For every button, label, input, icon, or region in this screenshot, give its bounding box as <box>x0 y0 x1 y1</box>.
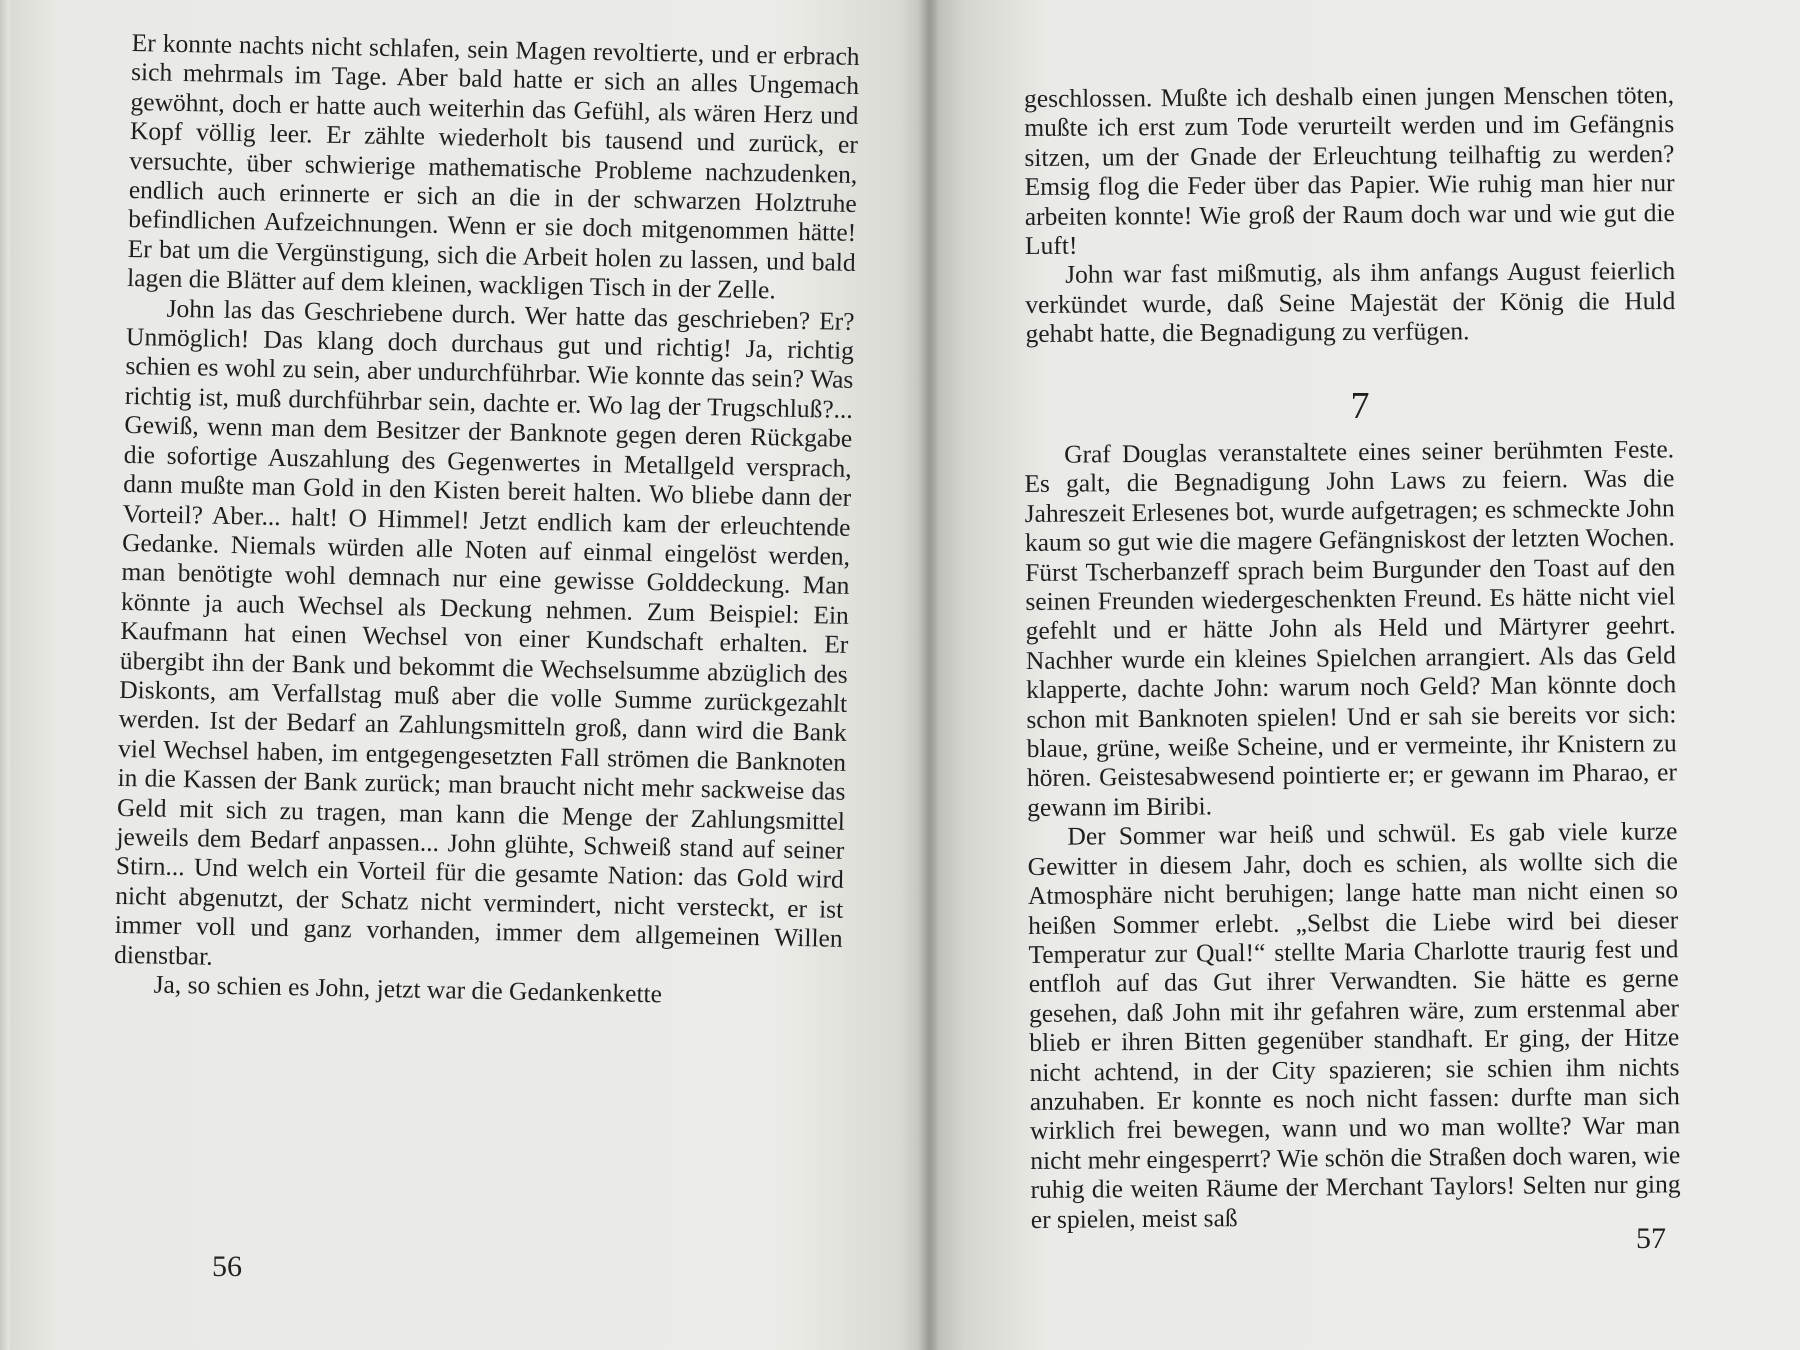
page-number-right: 57 <box>1636 1222 1666 1255</box>
book-gutter <box>918 0 940 1350</box>
right-page-text-top <box>1024 80 1676 349</box>
paragraph: Der Sommer war heiß und schwül. Es gab viele kurze Gewitter in diesem Jahr, doch es schien, als wollte sich die Atmosphäre nicht beruhigen; lange hatte man nicht einen so heißen Sommer erlebt. „Selbst die Liebe wird bei dieser Temperatur zur Qual!“ stellte Maria Charlotte traurig fest und entfloh auf das Gut ihrer Verwandten. Sie hätte es gerne gesehen, daß John mit ihr gefahren wäre, zum erstenmal aber blieb er ihren Bitten gegenüber standhaft. Er ging, der Hitze nicht achtend, in der City spazieren; sie schien ihm nichts anzuhaben. Er konnte es noch nicht fassen: durfte man sich wirklich frei bewegen, wann und wo man wollte? War man nicht mehr eingesperrt? Wie schön die Straßen doch waren, wie ruhig die weiten Räume der Merchant Taylors! Selten nur ging er spielen, meist saß <box>1027 816 1681 1234</box>
left-page-text <box>113 28 859 1012</box>
paragraph: Graf Douglas veranstaltete eines seiner berühmten Feste. Es galt, die Begnadigung John Laws zu feiern. Was die Jahreszeit Erlesenes bot, wurde aufgetragen; es schmeckte John kaum so gut wie die magere Gefängniskost der letzten Wochen. Fürst Tscherbanzeff sprach beim Burgunder den Toast auf den seinen Freunden wiedergeschenkten Freund. Es hätte nicht viel gefehlt und er hätte John als Held und Märtyrer geehrt. Nachher wurde ein kleines Spielchen arrangiert. Als das Geld klapperte, dachte John: warum noch Geld? Man könnte doch schon mit Banknoten spielen! Und er sah sie bereits vor sich: blaue, grüne, weiße Scheine, und er vermeinte, ihr Knistern zu hören. Geistesabwesend pointierte er; er gewann im Pharao, er gewann im Biribi. <box>1024 434 1678 822</box>
page-number-left: 56 <box>212 1250 242 1283</box>
paragraph: John war fast mißmutig, als ihm anfangs August feierlich verkündet wurde, daß Seine Majestät der König die Huld gehabt hatte, die Begnadigung zu verfügen. <box>1025 256 1676 349</box>
chapter-number: 7 <box>1350 385 1370 427</box>
paragraph: Er konnte nachts nicht schlafen, sein Magen revoltierte, und er erbrach sich mehrmals im Tage. Aber bald hatte er sich an alles Ungemach gewöhnt, doch er hatte auch weiterhin das Gefühl, als wären Herz und Kopf völlig leer. Er zählte wiederholt bis tausend und zurück, er versuchte, über schwierige mathematische Probleme nachzudenken, endlich auch erinnerte er sich an die in der schwarzen Holztruhe befindlichen Aufzeichnungen. Wenn er sie doch mitgenommen hätte! Er bat um die Vergünstigung, sich die Arbeit holen zu lassen, und bald lagen die Blätter auf dem kleinen, wackligen Tisch in der Zelle. <box>126 28 860 305</box>
right-page-text-bottom <box>1024 434 1681 1234</box>
paragraph: geschlossen. Mußte ich deshalb einen jungen Menschen töten, mußte ich erst zum Tode verurteilt werden und im Gefängnis sitzen, um der Gnade der Erleuchtung teilhaftig zu werden? Emsig flog die Feder über das Papier. Wie ruhig man hier nur arbeiten konnte! Wie groß der Raum doch war und wie gut die Luft! <box>1024 80 1675 261</box>
page-edge <box>0 0 10 1350</box>
paragraph: John las das Geschriebene durch. Wer hatte das geschrieben? Er? Unmöglich! Das klang doch durchaus gut und richtig! Ja, richtig schien es wohl zu sein, aber undurchführbar. Wie konnte das sein? Was richtig ist, muß durchführbar sein, dachte er. Wo lag der Trugschluß?... Gewiß, wenn man dem Besitzer der Banknote gegen deren Rückgabe die sofortige Auszahlung des Gegenwertes in Metallgeld versprach, dann mußte man Gold in den Kisten bereit halten. Wo bliebe dann der Vorteil? Aber... halt! O Himmel! Jetzt endlich kam der erleuchtende Gedanke. Niemals würden alle Noten auf einmal eingelöst werden, man benötigte wohl demnach nur eine gewisse Golddeckung. Man könnte ja auch Wechsel als Deckung nehmen. Zum Beispiel: Ein Kaufmann hat einen Wechsel von einer Kundschaft erhalten. Er übergibt ihn der Bank und bekommt die Wechselsumme abzüglich des Diskonts, am Verfallstag muß aber die volle Summe zurückgezahlt werden. Ist der Bedarf an Zahlungsmitteln groß, dann wird die Bank viel Wechsel haben, im entgegengesetzten Fall strömen die Banknoten in die Kassen der Bank zurück; man braucht nicht mehr sackweise das Geld mit sich zu tragen, man kann die Menge der Zahlungsmittel jeweils dem Bedarf anpassen... John glühte, Schweiß stand auf seiner Stirn... Und welch ein Vorteil für die gesamte Nation: das Gold wird nicht abgenutzt, der Schatz nicht vermindert, nicht versteckt, er ist immer voll und ganz vorhanden, immer dem allgemeinen Willen dienstbar. <box>113 293 855 971</box>
paragraph: Ja, so schien es John, jetzt war die Gedankenkette <box>153 969 663 1009</box>
